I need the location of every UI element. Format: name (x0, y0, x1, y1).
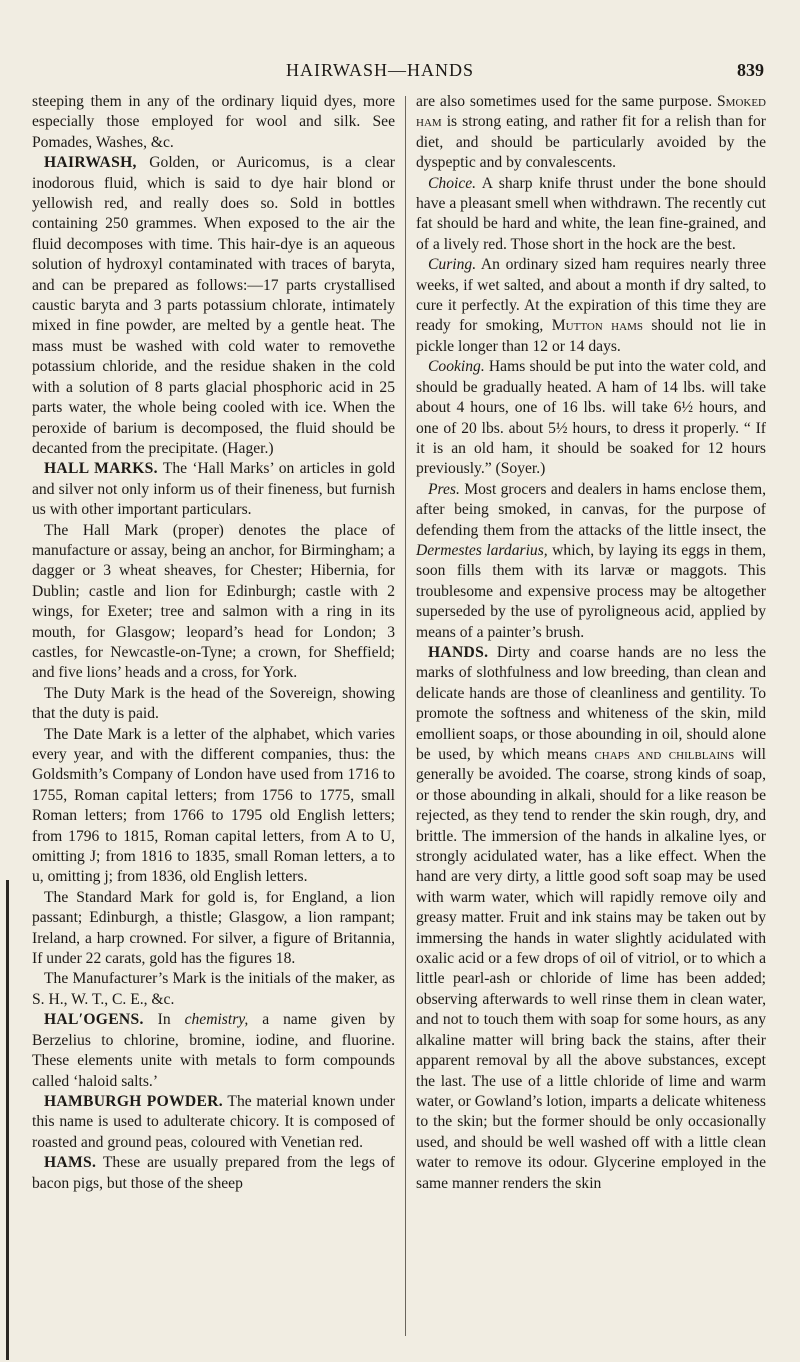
entry-text: Golden, or Auricomus, is a clear inodorous fluid, which is said to dye hair blond or yellowish red, and really does so. Sold in bottles containing 250 grammes. When exposed to the air the fluid decomposes with time. This hair-dye is an aqueous solution of hydroxyl contaminated with traces of baryta, and can be prepared as follows:—17 parts crystallised caustic baryta and 3 parts potassium chlorate, intimately mixed in fine powder, are melted by a gentle heat. The mass must be washed with cold water to removethe potassium chloride, and the residue shaken in the cold with a solution of 8 parts glacial phosphoric acid in 25 parts water, the whole being cooled with ice. When the peroxide of barium is decomposed, the fluid should be decanted from the precipitate. (Hager.) (32, 154, 395, 457)
italic-term: chemistry, (184, 1011, 249, 1029)
entry-text: An ordinary sized ham requires nearly three weeks, if wet salted, and about a month if dry salted, to cure it perfectly. At the expiration of this time they are ready for smoking, (416, 256, 766, 335)
paragraph-date-mark: The Date Mark is a letter of the alphabet, which varies every year, and with the different companies, thus: the Goldsmith’s Company of London have used from 1716 to 1755, Roman capital letters; from 1756 to 1775, small Roman letters; from 1766 to 1795 old English letters; from 1796 to 1815, Roman capital letters, from A to U, omitting J; from 1816 to 1835, small Roman letters, a to u, omitting j; from 1836, old English letters. (32, 725, 395, 886)
entry-hairwash (32, 153, 395, 459)
entry-text: will generally be avoided. The coarse, strong kinds of soap, or those abounding in alkali, should for a like reason be rejected, as they tend to render the skin rough, dry, and brittle. The immersion of the hands in alkaline lyes, or strongly acidulated water, has a like effect. When the hand are very dirty, a little good soft soap may be used with warm water, which will rapidly remove oily and greasy matter. Fruit and ink stains may be taken out by immersing the hands in water slightly acidulated with oxalic acid or a few drops of oil of vitriol, or to which a little pearl-ash or chloride of lime has been added; observing afterwards to well rinse them in clean water, and not to touch them with soap for some hours, as any alkaline matter will bring back the stains, after their apparent removal by all the above substances, except the last. The use of a little chloride of lime and warm water, or Gowland’s lotion, imparts a delicate whiteness to the skin; but the former should be only occasionally used, and should be well washed off with a little clean water to remove its odour. Glycerine employed in the same manner renders the skin (416, 746, 766, 1192)
entry-text: are also sometimes used for the same purpose. (416, 93, 717, 110)
page-header (0, 60, 800, 90)
paragraph-hall-mark-proper: The Hall Mark (proper) denotes the place of manufacture or assay, being an anchor, for Birmingham; a dagger or 3 wheat sheaves, for Chester; Hibernia, for Dublin; castle and lion for Edinburgh; castle with 2 wings, for Exeter; tree and salmon with a ring in its mouth, for Glasgow; leopard’s head for London; 3 castles, for Newcastle-on-Tyne; a crown, for Sheffield; and five lions’ heads and a cross, for York. (32, 521, 395, 682)
entry-text: The ‘Hall Marks’ on articles in gold and silver not only inform us of their fineness, but furnish us with other important particulars. (32, 460, 395, 519)
entry-hall-marks (32, 459, 395, 520)
headword-hamburgh-powder: HAMBURGH POWDER. (44, 1092, 223, 1110)
subentry-curing (416, 255, 766, 357)
entry-text: A sharp knife thrust under the bone should have a pleasant smell when withdrawn. The recently cut fat should be hard and white, the lean fine-grained, and of a lively red. Those short in the hock are the best. (416, 174, 767, 253)
smallcaps-term: Smoked ham (416, 93, 766, 131)
running-head: HAIRWASH—HANDS (286, 60, 475, 80)
entry-hands (416, 643, 766, 1194)
entry-text: The material known under this name is used to adulterate chicory. It is composed of roasted and ground peas, coloured with Venetian red. (32, 1092, 396, 1151)
paragraph-makers-mark: The Manufacturer’s Mark is the initials of the maker, as S. H., W. T., C. E., &c. (32, 970, 395, 1008)
italic-term: Dermestes lardarius, (416, 541, 548, 559)
page-number: 839 (737, 60, 764, 80)
entry-text: is strong eating, and rather fit for a relish than for diet, and should be particularly avoided by the dyspeptic and by convalescents. (416, 113, 766, 172)
subentry-pres (416, 480, 766, 643)
right-column (416, 92, 766, 1194)
entry-hams (32, 1153, 395, 1194)
entry-text: should not lie in pickle longer than 12 or 14 days. (416, 317, 767, 355)
headword-hands: HANDS. (428, 643, 489, 661)
paragraph-duty-mark: The Duty Mark is the head of the Sovereign, showing that the duty is paid. (32, 684, 395, 723)
left-column (32, 92, 395, 1194)
smallcaps-term: chaps and chilblains (594, 746, 735, 763)
continued-paragraph (416, 92, 766, 174)
entry-text: which, by laying its eggs in them, soon fills them with its larvæ or maggots. This troublesome and expensive process may be altogether superseded by the use of pyroligneous acid, applied by means of a painter’s brush. (416, 541, 766, 641)
entry-halogens (32, 1010, 395, 1092)
headword-hams: HAMS. (44, 1154, 97, 1172)
entry-hamburgh-powder (32, 1092, 395, 1153)
subentry-cooking (416, 357, 766, 479)
entry-text: Dirty and coarse hands are no less the marks of slothfulness and low breeding, than clean and delicate hands are those of cleanliness and gentility. To promote the softness and whiteness of the skin, mild emollient soaps, or those abounding in oil, should alone be used, by which means (416, 643, 766, 763)
page-edge-shadow (6, 880, 9, 1360)
smallcaps-term: Mutton hams (551, 317, 643, 335)
continued-paragraph: steeping them in any of the ordinary liquid dyes, more especially those employed for wool and silk. See Pomades, Washes, &c. (32, 93, 395, 151)
subhead-choice: Choice. (428, 174, 477, 192)
entry-text: In (143, 1011, 185, 1029)
entry-text: These are usually prepared from the legs of bacon pigs, but those of the sheep (32, 1154, 395, 1192)
headword-hall-marks: HALL MARKS. (44, 460, 158, 478)
subhead-pres: Pres. (428, 480, 460, 498)
headword-halogens: HAL′OGENS. (44, 1011, 144, 1029)
subhead-cooking: Cooking. (428, 358, 485, 376)
headword-hairwash: HAIRWASH, (44, 154, 137, 172)
paragraph-standard-mark: The Standard Mark for gold is, for England, a lion passant; Edinburgh, a thistle; Glasgow, a lion rampant; Ireland, a harp crowned. For silver, a figure of Britannia, If under 22 carats, gold has the figures 18. (32, 888, 395, 968)
subentry-choice (416, 174, 766, 256)
subhead-curing: Curing. (428, 256, 477, 274)
entry-text: a name given by Berzelius to chlorine, bromine, iodine, and fluorine. These elements unite with metals to form compounds called ‘haloid salts.’ (32, 1011, 395, 1090)
column-divider (405, 96, 406, 1336)
entry-text: Most grocers and dealers in hams enclose them, after being smoked, in canvas, for the purpose of defending them from the attacks of the little insect, the (416, 480, 766, 539)
entry-text: Hams should be put into the water cold, and should be gradually heated. A ham of 14 lbs. will take about 4 hours, one of 16 lbs. will take 6½ hours, and one of 20 lbs. about 5½ hours, to dress it properly. “ If it is an old ham, it should be soaked for 12 hours previously.” (Soyer.) (416, 358, 766, 478)
